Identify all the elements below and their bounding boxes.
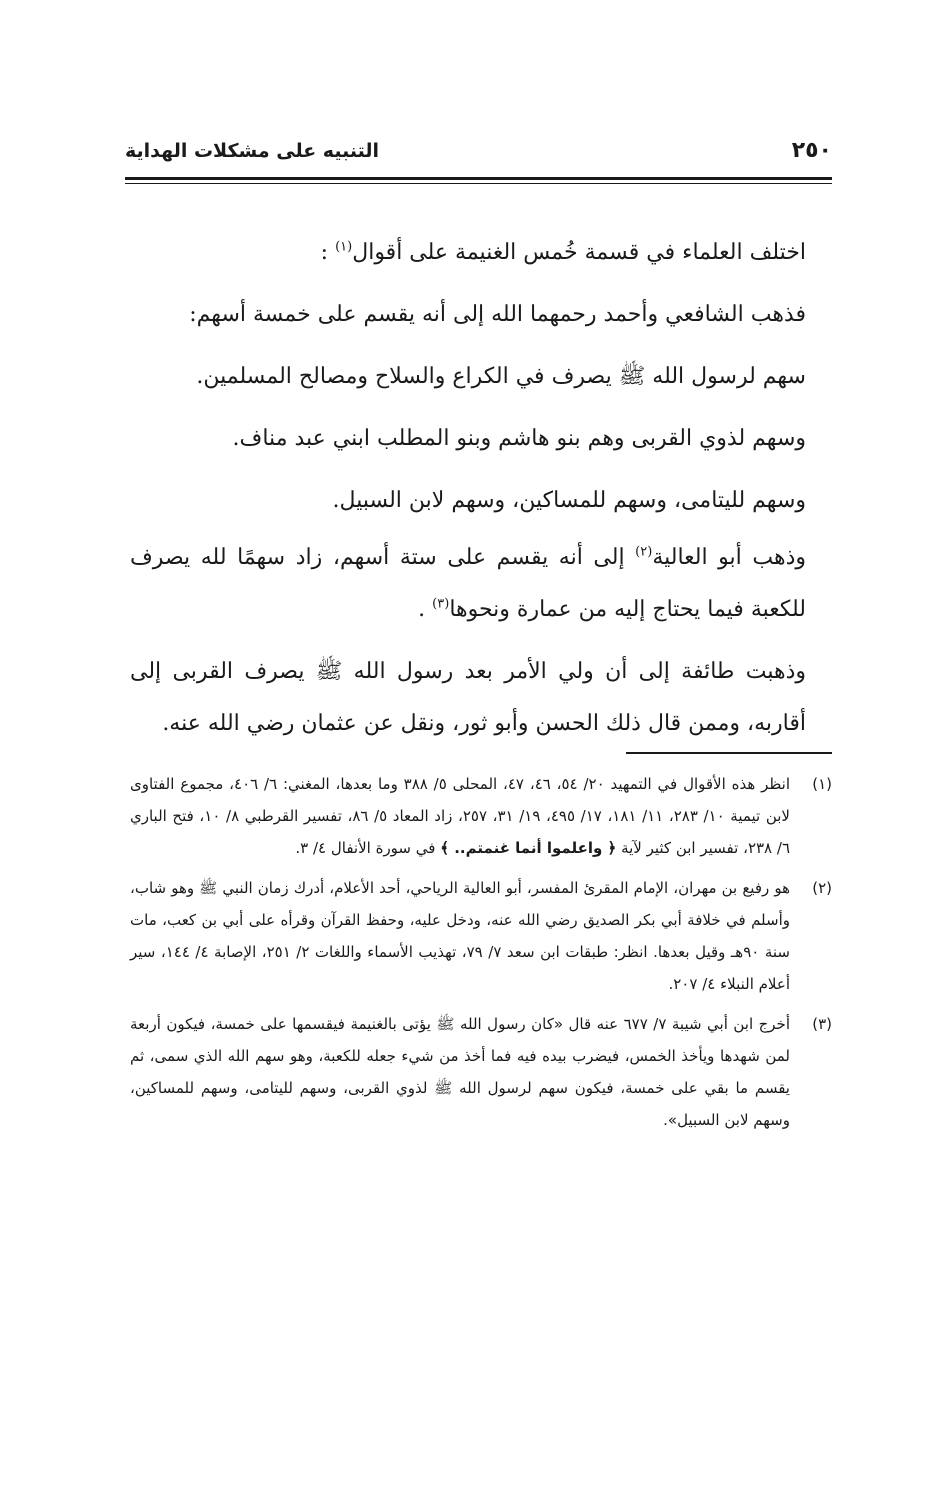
footnote-separator bbox=[626, 752, 832, 754]
quran-quote: ﴿ واعلموا أنما غنمتم.. ﴾ bbox=[440, 839, 617, 857]
footnote-text: هو رفيع بن مهران، الإمام المقرئ المفسر، أبو العالية الرياحي، أحد الأعلام، أدرك زمان النبي ﷺ وهو شاب، وأسلم في خلافة أبي بكر الصديق رضي الله عنه، ودخل عليه، وحفظ القرآن وقرأه على أبي بن كعب، مات سنة ٩٠هـ وقيل بعدها. انظر: طبقات ابن سعد ٧/ ٧٩، تهذيب الأسماء واللغات ٢/ ٢٥١، الإصابة ٤/ ١٤٤، سير أعلام النبلاء ٤/ ٢٠٧. bbox=[130, 879, 790, 993]
footnote-number: (٣) bbox=[812, 1015, 832, 1033]
running-header bbox=[125, 138, 832, 172]
footnote-2 bbox=[130, 872, 832, 1000]
paragraph-6 bbox=[130, 532, 832, 636]
paragraph-1-text: اختلف العلماء في قسمة خُمس الغنيمة على أقوال bbox=[352, 240, 806, 265]
paragraph-7: وذهبت طائفة إلى أن ولي الأمر بعد رسول الله ﷺ يصرف القربى إلى أقاربه، وممن قال ذلك الحسن وأبو ثور، ونقل عن عثمان رضي الله عنه. bbox=[130, 659, 806, 736]
paragraph-1 bbox=[130, 222, 832, 284]
paragraph-6-text-a: وذهب أبو العالية bbox=[652, 545, 806, 570]
paragraph-4: وسهم لذوي القربى وهم بنو هاشم وبنو المطلب ابني عبد مناف. bbox=[232, 426, 806, 451]
footnote-ref-3: (٣) bbox=[432, 596, 450, 612]
footnote-1-tail: في سورة الأنفال ٤/ ٣. bbox=[295, 839, 441, 857]
paragraph-2: فذهب الشافعي وأحمد رحمهما الله إلى أنه يقسم على خمسة أسهم: bbox=[189, 302, 806, 327]
paragraph-6-tail: . bbox=[418, 597, 426, 622]
paragraph-5: وسهم لليتامى، وسهم للمساكين، وسهم لابن السبيل. bbox=[332, 488, 806, 513]
header-rule-thin bbox=[125, 183, 832, 184]
footnote-ref-2: (٢) bbox=[635, 544, 653, 560]
footnote-text: أخرج ابن أبي شيبة ٧/ ٦٧٧ عنه قال «كان رسول الله ﷺ يؤتى بالغنيمة فيقسمها على خمسة، فيكون أربعة لمن شهدها ويأخذ الخمس، فيضرب بيده فيه فما أخذ من شيء جعله للكعبة، وهو سهم الله الذي سمى، ثم يقسم ما بقي على خمسة، فيكون سهم لرسول الله ﷺ لذوي القربى، وسهم لليتامى، وسهم للمساكين، وسهم لابن السبيل». bbox=[130, 1015, 790, 1129]
footnote-number: (٢) bbox=[812, 879, 832, 897]
footnote-ref-1: (١) bbox=[335, 239, 353, 255]
page-number: ٢٥٠ bbox=[791, 138, 832, 163]
header-rule-thick bbox=[125, 177, 832, 180]
running-title: التنبيه على مشكلات الهداية bbox=[125, 140, 379, 162]
paragraph-1-tail: : bbox=[320, 240, 329, 265]
footnote-text bbox=[130, 768, 790, 864]
paragraph-3: سهم لرسول الله ﷺ يصرف في الكراع والسلاح ومصالح المسلمين. bbox=[196, 364, 806, 389]
footnote-1-body: انظر هذه الأقوال في التمهيد ٢٠/ ٥٤، ٤٦، ٤٧، المحلى ٥/ ٣٨٨ وما بعدها، المغني: ٦/ ٤٠٦، مجموع الفتاوى لابن تيمية ١٠/ ٢٨٣، ١١/ ١٨١، ١٧/ ٤٩٥، ١٩/ ٣١، ٢٥٧، زاد المعاد ٥/ ٨٦، تفسير القرطبي ٨/ ١٠، فتح الباري ٦/ ٢٣٨، تفسير ابن كثير لآية bbox=[130, 775, 791, 857]
footnote-number: (١) bbox=[812, 775, 832, 793]
footnotes bbox=[130, 768, 832, 1144]
footnote-1 bbox=[130, 768, 832, 864]
footnote-3 bbox=[130, 1008, 832, 1136]
paragraph-6-text-b: إلى أنه يقسم على ستة أسهم، زاد سهمًا لله يصرف للكعبة فيما يحتاج إليه من عمارة ونحوها bbox=[130, 545, 806, 622]
main-text bbox=[130, 222, 832, 750]
